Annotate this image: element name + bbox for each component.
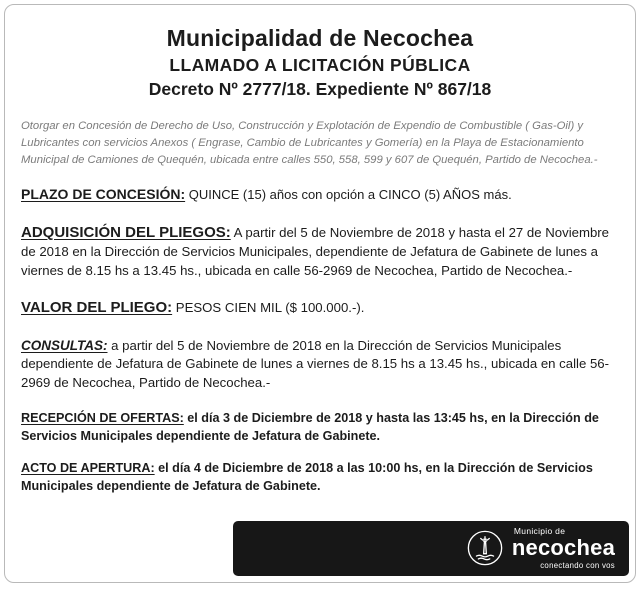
section-text: QUINCE (15) años con opción a CINCO (5) AÑOS más. [185, 186, 512, 202]
logo-municipio-de: Municipio de [513, 526, 566, 537]
notice-header [21, 25, 619, 100]
section-acto-de-apertura [21, 460, 619, 496]
section-label: ACTO DE APERTURA: [21, 460, 155, 475]
section-plazo-de-concesion [21, 185, 619, 205]
section-text: A partir del 5 de Noviembre de 2018 y hasta el 27 de Noviembre de 2018 en la Dirección de Servicios Municipales, dependiente de Jefatura de Gabinete de lunes a viernes de 8.15 hs a 13.45 hs., ubicada en calle 56-2969 de Necochea, Partido de Necochea.- [21, 224, 610, 278]
section-text: PESOS CIEN MIL ($ 100.000.-). [172, 300, 365, 316]
notice-sections [21, 185, 619, 496]
section-label: CONSULTAS: [21, 337, 108, 353]
notice-page [4, 4, 636, 583]
section-text: a partir del 5 de Noviembre de 2018 en la Dirección de Servicios Municipales dependiente de Jefatura de Gabinete de lunes a viernes de 8.15 hs a 13.45 hs., ubicada en calle 56-2969 de Necochea, Partido de Necochea.- [21, 337, 610, 391]
decree-line: Decreto Nº 2777/18. Expediente Nº 867/18 [148, 79, 492, 99]
section-label: VALOR DEL PLIEGO: [21, 299, 173, 317]
section-valor-del-pliego [21, 297, 619, 318]
notice-subtitle: LLAMADO A LICITACIÓN PÚBLICA [169, 55, 471, 75]
page-title: Municipalidad de Necochea [166, 25, 474, 51]
section-label: PLAZO DE CONCESIÓN: [21, 185, 186, 202]
section-text: el día 4 de Diciembre de 2018 a las 10:00 hs, en la Dirección de Servicios Municipales dependiente de Jefatura de Gabinete. [21, 460, 593, 493]
section-text: el día 3 de Diciembre de 2018 y hasta las 13:45 hs, en la Dirección de Servicios Municipales dependiente de Jefatura de Gabinete. [21, 410, 599, 443]
municipio-logo [466, 527, 615, 569]
section-label: ADQUISICIÓN DEL PLIEGOS: [21, 223, 231, 241]
logo-necochea: necochea [511, 534, 615, 560]
section-recepcion-de-ofertas [21, 410, 619, 446]
intro-paragraph: Otorgar en Concesión de Derecho de Uso, Construcción y Explotación de Expendio de Combustible ( Gas-Oil) y Lubricantes con servicios Anexos ( Engrase, Cambio de Lubricantes y Gomería) en la Playa de Estacionamiento Municipal de Camiones de Quequén, ubicada entre calles 550, 558, 599 y 607 de Quequén, Partido de Necochea.- [21, 120, 598, 166]
lighthouse-emblem-icon [466, 529, 504, 567]
logo-text [512, 527, 615, 569]
footer-logo-band [233, 521, 629, 576]
section-adquisicion-del-pliegos [21, 222, 619, 281]
section-consultas [21, 336, 619, 393]
logo-tagline: conectando con vos [540, 560, 615, 570]
section-label: RECEPCIÓN DE OFERTAS: [21, 410, 184, 425]
